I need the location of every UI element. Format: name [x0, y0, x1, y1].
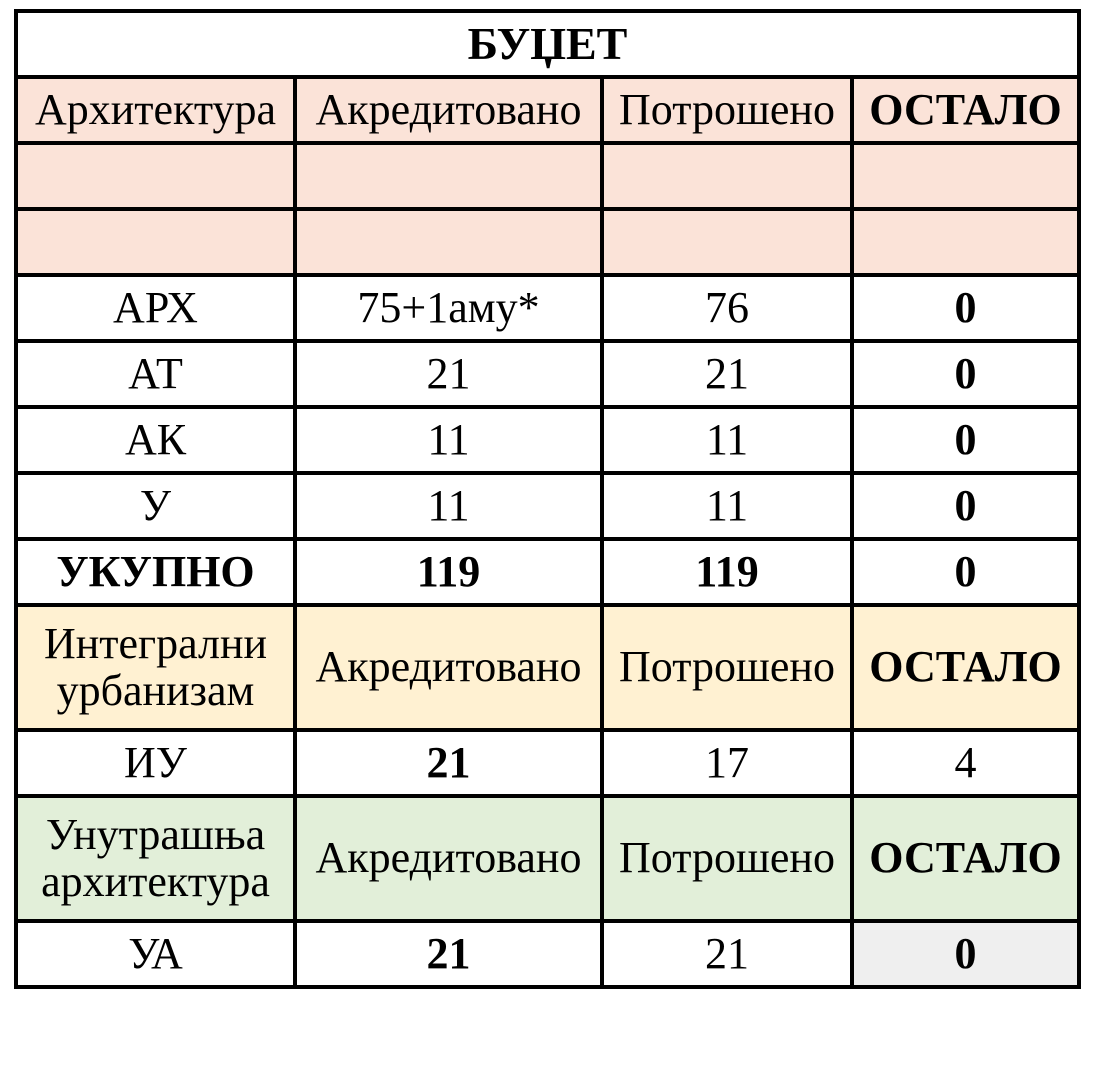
- integral-urbanism-header-program: [16, 605, 295, 730]
- empty-cell: [295, 209, 602, 275]
- row-label: ИУ: [16, 730, 295, 796]
- accredited-value: 21: [295, 341, 602, 407]
- architecture-header-remaining: ОСТАЛО: [852, 77, 1079, 143]
- row-label: УА: [16, 921, 295, 987]
- total-row: [16, 539, 1079, 605]
- table-row: [16, 407, 1079, 473]
- remaining-value: 0: [852, 921, 1079, 987]
- table-row: [16, 730, 1079, 796]
- row-label: У: [16, 473, 295, 539]
- integral-urbanism-header-remaining: ОСТАЛО: [852, 605, 1079, 730]
- empty-cell: [852, 143, 1079, 209]
- interior-architecture-header-spent: Потрошено: [602, 796, 852, 921]
- table-row: [16, 341, 1079, 407]
- spent-value: 11: [602, 407, 852, 473]
- empty-cell: [602, 209, 852, 275]
- table-title: БУЏЕТ: [16, 11, 1079, 77]
- empty-cell: [16, 143, 295, 209]
- spent-value: 17: [602, 730, 852, 796]
- interior-architecture-header-program: [16, 796, 295, 921]
- row-label: АРХ: [16, 275, 295, 341]
- program-name-line: урбанизам: [56, 665, 255, 715]
- empty-cell: [602, 143, 852, 209]
- interior-architecture-header-remaining: ОСТАЛО: [852, 796, 1079, 921]
- remaining-value: 0: [852, 341, 1079, 407]
- table-row: [16, 473, 1079, 539]
- remaining-value: 4: [852, 730, 1079, 796]
- accredited-value: 21: [295, 921, 602, 987]
- integral-urbanism-header-accredited: Акредитовано: [295, 605, 602, 730]
- empty-cell: [295, 143, 602, 209]
- accredited-value: 21: [295, 730, 602, 796]
- total-accredited: 119: [295, 539, 602, 605]
- table-row: [16, 275, 1079, 341]
- title-row: [16, 11, 1079, 77]
- program-name-line: Унутрашња: [45, 810, 266, 860]
- architecture-empty-row: [16, 143, 1079, 209]
- interior-architecture-header-accredited: Акредитовано: [295, 796, 602, 921]
- total-spent: 119: [602, 539, 852, 605]
- architecture-header-row: [16, 77, 1079, 143]
- interior-architecture-header-row: [16, 796, 1079, 921]
- total-label: УКУПНО: [16, 539, 295, 605]
- spent-value: 21: [602, 341, 852, 407]
- architecture-header-spent: Потрошено: [602, 77, 852, 143]
- spent-value: 76: [602, 275, 852, 341]
- row-label: АК: [16, 407, 295, 473]
- empty-cell: [16, 209, 295, 275]
- integral-urbanism-header-row: [16, 605, 1079, 730]
- accredited-value: 11: [295, 407, 602, 473]
- budget-table: [14, 9, 1081, 989]
- total-remaining: 0: [852, 539, 1079, 605]
- remaining-value: 0: [852, 473, 1079, 539]
- table-row: [16, 921, 1079, 987]
- remaining-value: 0: [852, 407, 1079, 473]
- architecture-empty-row: [16, 209, 1079, 275]
- spent-value: 21: [602, 921, 852, 987]
- architecture-header-program: Архитектура: [16, 77, 295, 143]
- program-name-line: Интегрални: [43, 619, 268, 669]
- empty-cell: [852, 209, 1079, 275]
- program-name-line: архитектура: [41, 856, 270, 906]
- architecture-header-accredited: Акредитовано: [295, 77, 602, 143]
- accredited-value: 11: [295, 473, 602, 539]
- row-label: АТ: [16, 341, 295, 407]
- remaining-value: 0: [852, 275, 1079, 341]
- spent-value: 11: [602, 473, 852, 539]
- integral-urbanism-header-spent: Потрошено: [602, 605, 852, 730]
- accredited-value: 75+1аму*: [295, 275, 602, 341]
